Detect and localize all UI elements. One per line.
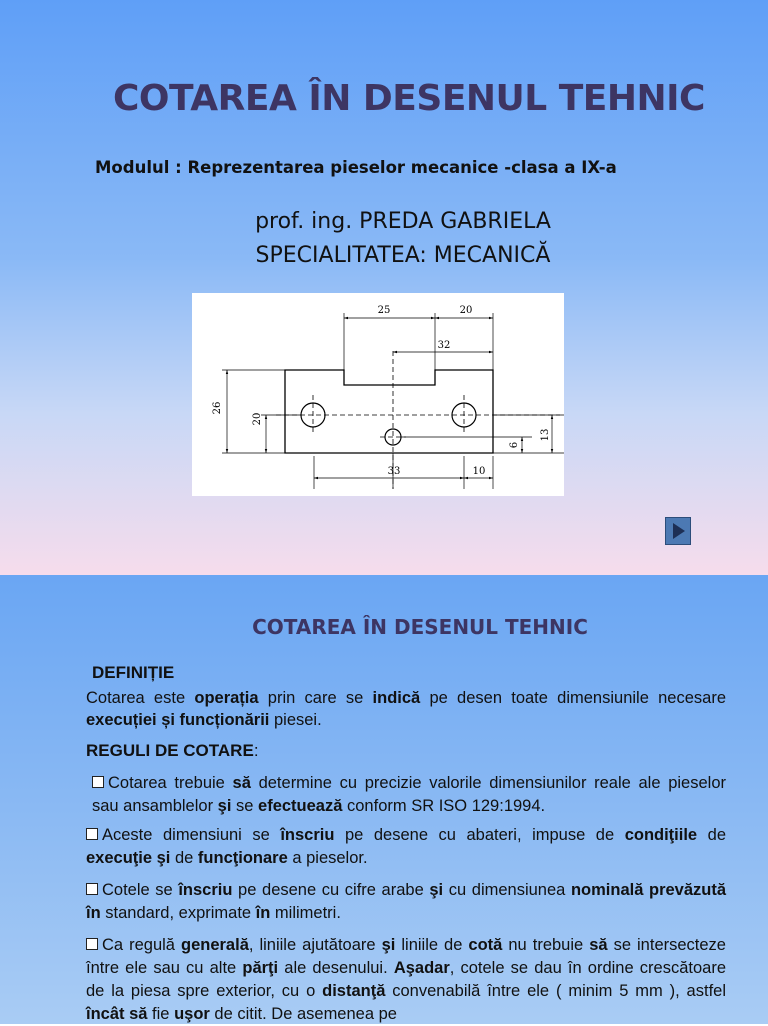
- checkbox-bullet-icon: [92, 776, 104, 788]
- rules-heading-colon: :: [253, 741, 259, 760]
- dim-32: 32: [437, 340, 451, 351]
- author-block: [0, 205, 768, 273]
- rules-heading-label: REGULI DE COTARE: [86, 741, 254, 760]
- rule-text: Ca regulă generală, liniile ajutătoare şi liniile de cotă nu trebuie să se intersecteze între ele sau cu alte părţi ale desenului. Aşadar, cotele se dau în ordine crescătoare de la piesa spre exterior, cu o distanţă convenabilă între ele ( minim 5 mm ), astfel încât să fie uşor de citit. De asemenea pe: [86, 936, 727, 1023]
- dimension-lines: [227, 318, 552, 478]
- slide-title: COTAREA ÎN DESENUL TEHNIC: [252, 615, 588, 639]
- slide-title: COTAREA ÎN DESENUL TEHNIC: [113, 78, 705, 119]
- part-outline: [285, 370, 493, 453]
- dim-20-left: 20: [252, 412, 263, 426]
- slide-2: [0, 575, 768, 1024]
- module-subtitle: Modulul : Reprezentarea pieselor mecanice -clasa a IX-a: [95, 158, 617, 177]
- dim-33: 33: [387, 466, 401, 477]
- rule-bullet-2: [86, 824, 726, 870]
- dim-6: 6: [509, 441, 520, 449]
- rules-heading: [86, 740, 726, 762]
- rule-bullet-3: [86, 879, 726, 925]
- dimension-labels: [212, 305, 551, 477]
- holes: [301, 403, 476, 445]
- definition-body: Cotarea este operația prin care se indică pe desen toate dimensiunile necesare execuției și funcționării piesei.: [86, 689, 726, 729]
- next-slide-button[interactable]: [665, 517, 691, 545]
- dim-25: 25: [377, 305, 391, 316]
- author-specialty: SPECIALITATEA: MECANICĂ: [255, 243, 551, 268]
- rule-bullet-4: [86, 934, 726, 1026]
- rule-text: Aceste dimensiuni se înscriu pe desene cu abateri, impuse de condiţiile de execuţie şi de funcţionare a pieselor.: [86, 826, 726, 867]
- author-name: prof. ing. PREDA GABRIELA: [255, 209, 551, 234]
- rule-bullet-1: [92, 772, 726, 818]
- dim-20-top: 20: [459, 305, 473, 316]
- checkbox-bullet-icon: [86, 883, 98, 895]
- checkbox-bullet-icon: [86, 828, 98, 840]
- checkbox-bullet-icon: [86, 938, 98, 950]
- rule-text: Cotele se înscriu pe desene cu cifre arabe şi cu dimensiunea nominală prevăzută în standard, exprimate în milimetri.: [86, 881, 727, 922]
- dim-10: 10: [472, 466, 486, 477]
- dim-26: 26: [212, 401, 223, 415]
- dim-13: 13: [540, 428, 551, 442]
- axis-lines: [276, 351, 560, 489]
- rule-text: Cotarea trebuie să determine cu precizie valorile dimensiunilor reale ale pieselor sau ansamblelor şi se efectuează conform SR ISO 129:1994.: [92, 774, 726, 815]
- definition-heading: DEFINIȚIE: [92, 663, 175, 682]
- technical-drawing: [192, 293, 564, 496]
- technical-drawing-svg: [192, 293, 564, 496]
- play-icon: [673, 523, 685, 539]
